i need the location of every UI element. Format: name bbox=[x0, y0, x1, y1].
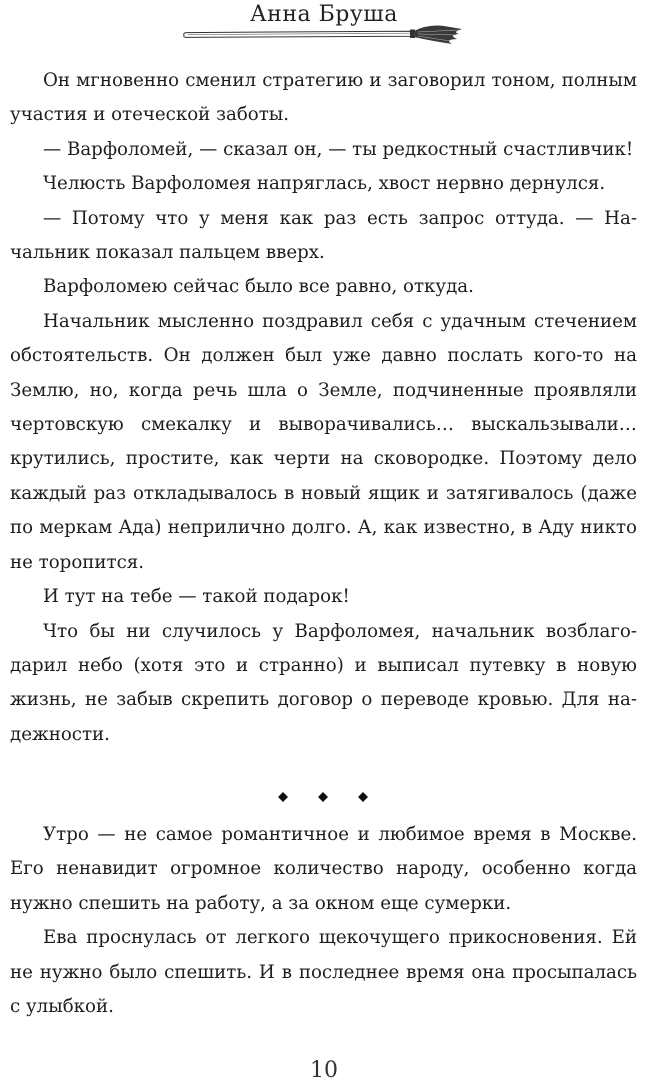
page-number: 10 bbox=[310, 1058, 338, 1083]
paragraph: Утро — не самое романтичное и любимое время в Москве. Его ненавидит огромное количество народу, особенно когда нужно спешить на работу, а за окном еще сумерки. bbox=[10, 824, 637, 914]
paragraph: Он мгновенно сменил стратегию и заговорил тоном, полным участия и отеческой заботы. bbox=[10, 70, 637, 126]
section-separator bbox=[277, 790, 369, 804]
diamond-icon bbox=[318, 792, 328, 802]
paragraph: Ева проснулась от легкого щекочущего прикосновения. Ей не нужно было спешить. И в последнее время она просыпалась с улыбкой. bbox=[10, 927, 637, 1018]
paragraph: Что бы ни случилось у Варфоломея, начальник возблагодарил небо (хотя это и странно) и выписал путевку в новую жизнь, не забыв скрепить договор о переводе кровью. Для надежности. bbox=[10, 620, 637, 745]
diamond-icon bbox=[278, 792, 288, 802]
paragraph: — Варфоломей, — сказал он, — ты редкостный счастливчик! bbox=[43, 138, 634, 160]
author-name: Анна Бруша bbox=[250, 2, 398, 27]
paragraph: Начальник мысленно поздравил себя с удачным стечением обстоятельств. Он должен был уже давно послать кого-то на Землю, но, когда речь шла о Земле, подчиненные проявляли чертовскую смекалку и выворачивались… выскальзывали… крутились, простите, как черти на сковородке. Поэтому дело каждый раз откладывалось в новый ящик и затягивалось (даже по меркам Ада) неприлично долго. А, как известно, в Аду никто не торопится. bbox=[10, 310, 637, 573]
paragraph: Варфоломею сейчас было все равно, откуда. bbox=[43, 276, 474, 298]
diamond-icon bbox=[358, 792, 368, 802]
paragraph: — Потому что у меня как раз есть запрос оттуда. — Начальник показал пальцем вверх. bbox=[10, 207, 637, 264]
body-text-section-1 bbox=[10, 64, 637, 752]
broom-icon bbox=[182, 24, 464, 46]
running-header bbox=[0, 0, 648, 52]
paragraph: Челюсть Варфоломея напряглась, хвост нервно дернулся. bbox=[43, 173, 606, 195]
body-text-section-2 bbox=[10, 818, 637, 1024]
paragraph: И тут на тебе — такой подарок! bbox=[43, 586, 350, 608]
